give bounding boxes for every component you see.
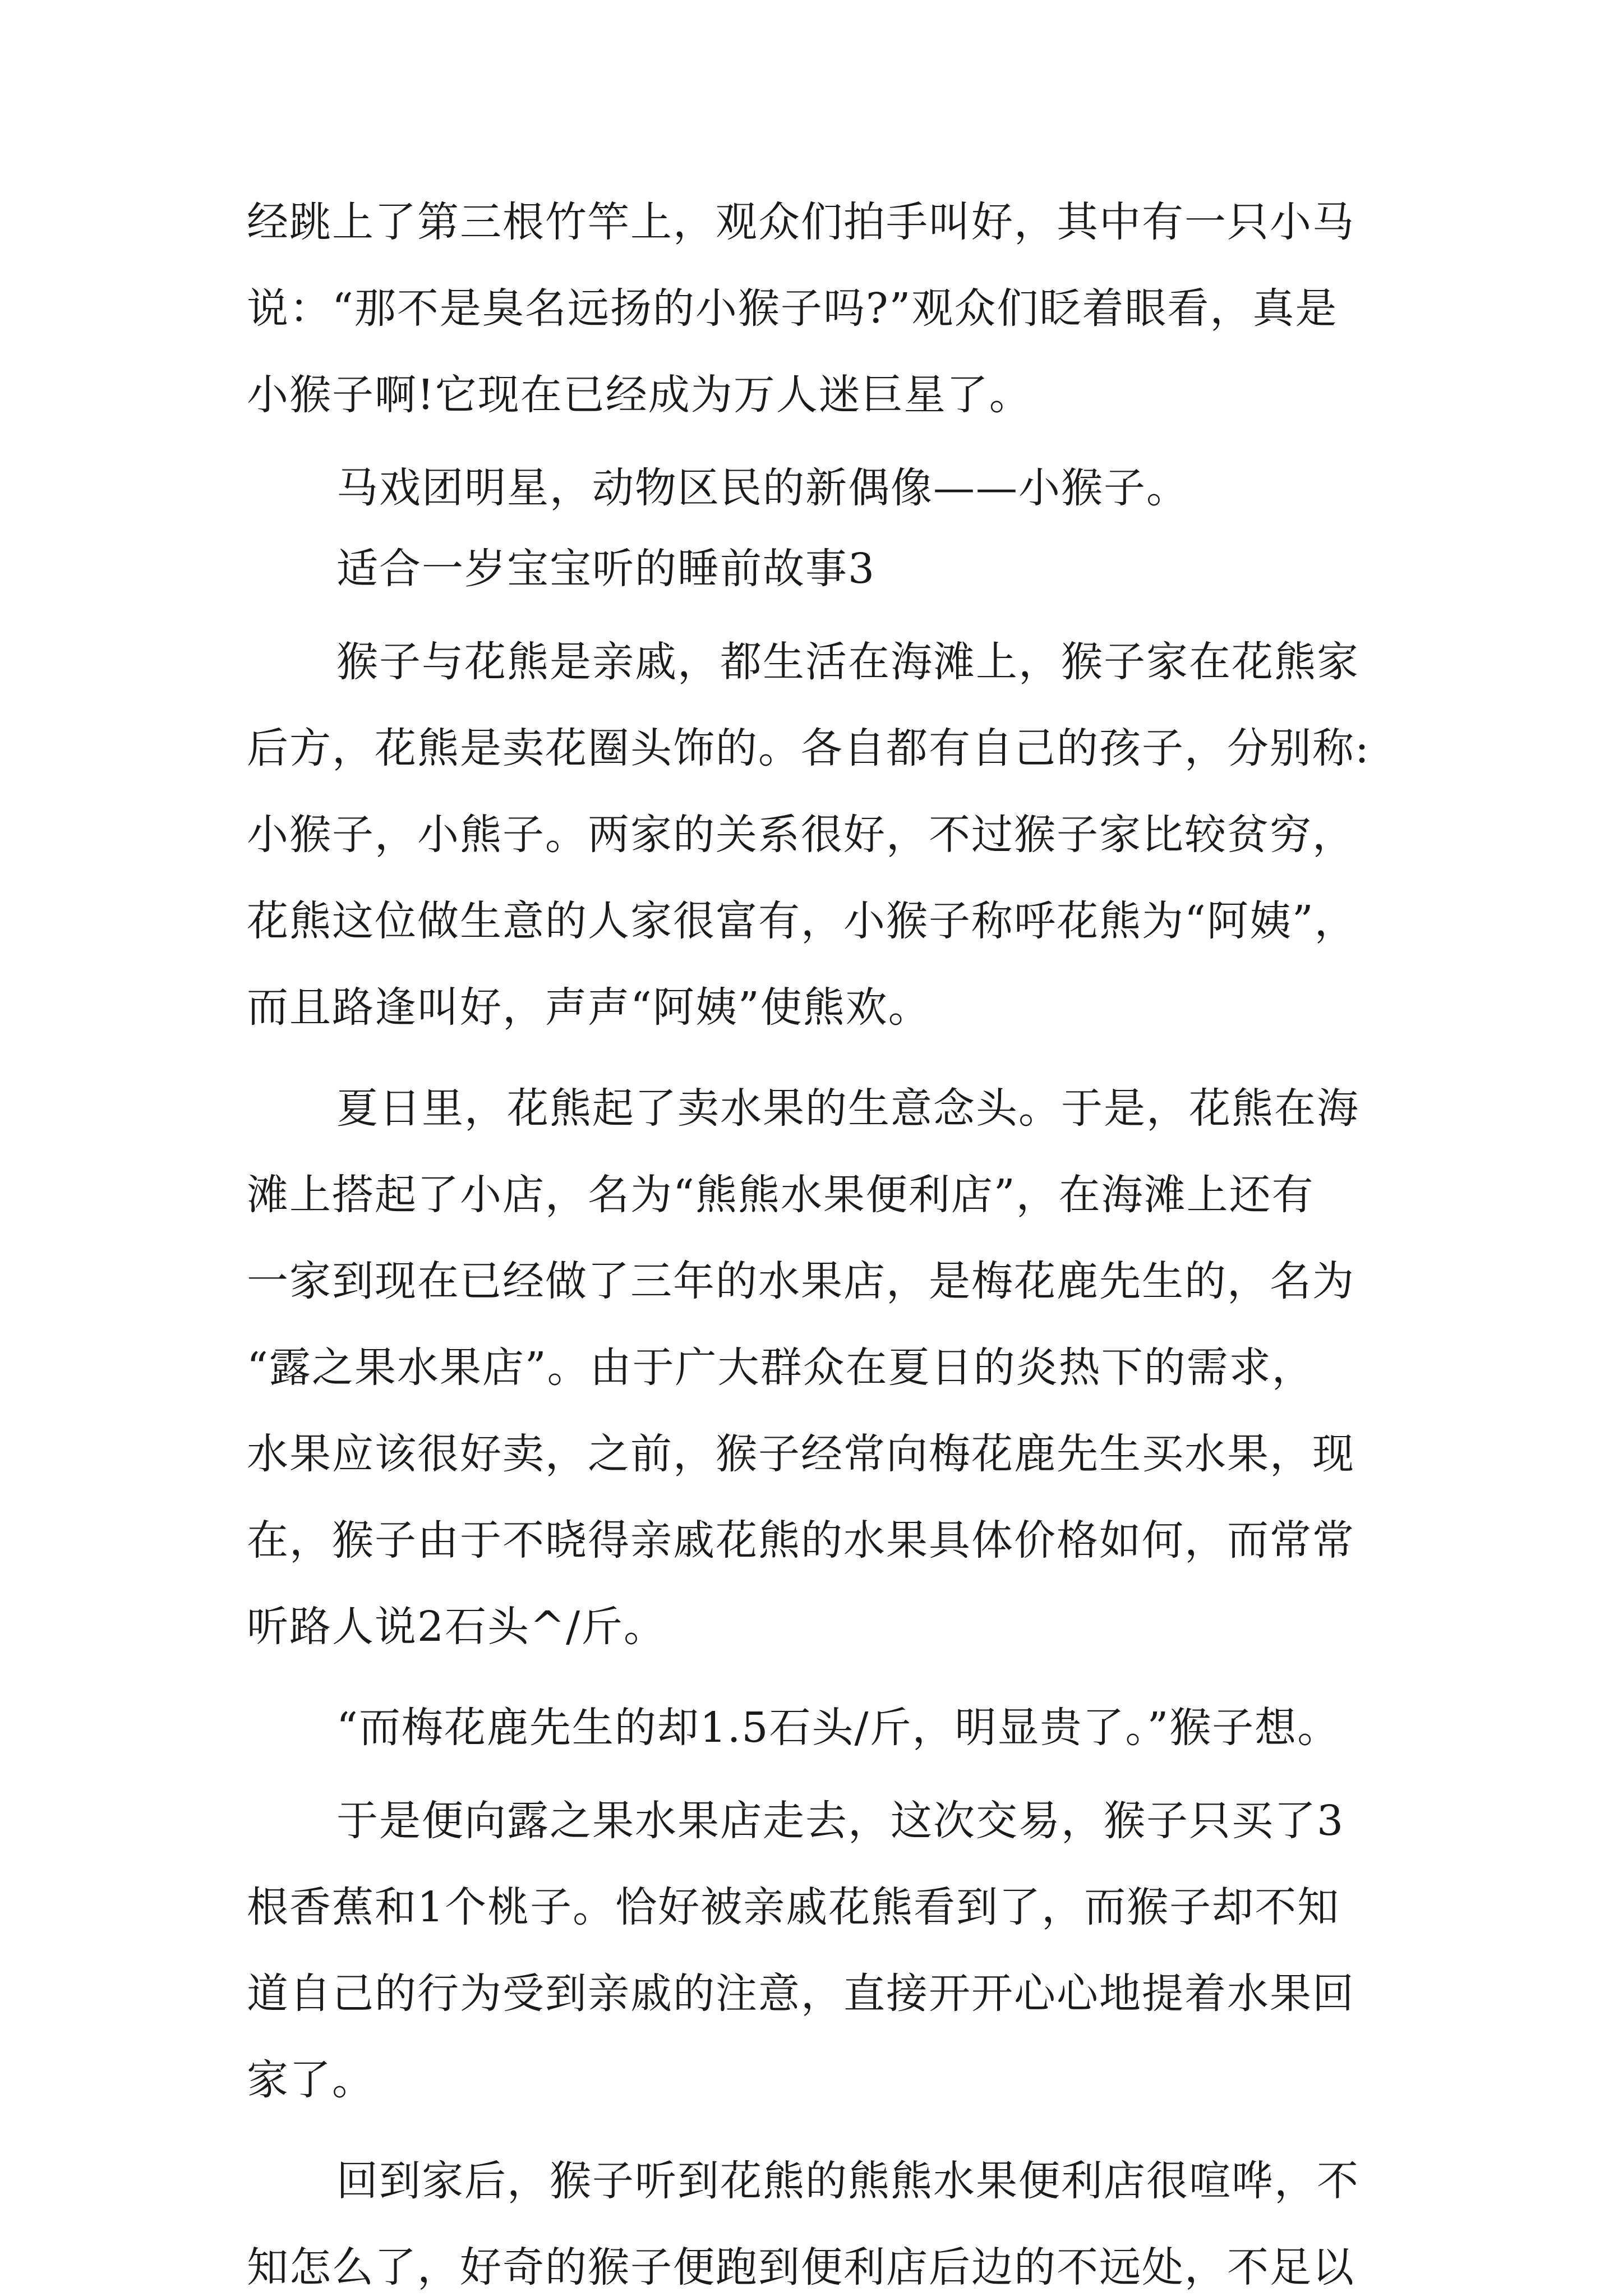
text-line: 小猴子啊!它现在已经成为万人迷巨星了。 bbox=[247, 371, 1032, 419]
text-line: 花熊这位做生意的人家很富有，小猴子称呼花熊为“阿姨”， bbox=[247, 897, 1357, 945]
section-heading: 适合一岁宝宝听的睡前故事3 bbox=[336, 545, 876, 593]
text-line: 经跳上了第三根竹竿上，观众们拍手叫好，其中有一只小马 bbox=[247, 198, 1355, 246]
text-line: 小猴子，小熊子。两家的关系很好，不过猴子家比较贫穷， bbox=[247, 811, 1355, 859]
text-line: 一家到现在已经做了三年的水果店，是梅花鹿先生的，名为 bbox=[247, 1257, 1355, 1305]
text-line: 听路人说2石头^/斤。 bbox=[247, 1603, 667, 1651]
text-line: 道自己的行为受到亲戚的注意，直接开开心心地提着水果回 bbox=[247, 1970, 1355, 2018]
text-line: 家了。 bbox=[247, 2056, 375, 2104]
text-line: “露之果水果店”。由于广大群众在夏日的炎热下的需求， bbox=[247, 1343, 1315, 1392]
text-line: 后方，花熊是卖花圈头饰的。各自都有自己的孩子，分别称: bbox=[247, 724, 1370, 772]
text-line: 说：“那不是臭名远扬的小猴子吗?”观众们眨着眼看，真是 bbox=[247, 284, 1338, 333]
text-line: 马戏团明星，动物区民的新偶像——小猴子。 bbox=[336, 464, 1189, 512]
text-line: 水果应该很好卖，之前，猴子经常向梅花鹿先生买水果，现 bbox=[247, 1430, 1355, 1478]
text-line: 回到家后，猴子听到花熊的熊熊水果便利店很喧哗，不 bbox=[336, 2157, 1359, 2205]
text-line: 根香蕉和1个桃子。恰好被亲戚花熊看到了，而猴子却不知 bbox=[247, 1883, 1340, 1931]
text-line: “而梅花鹿先生的却1.5石头/斤，明显贵了。”猴子想。 bbox=[336, 1704, 1340, 1752]
text-line: 在，猴子由于不晓得亲戚花熊的水果具体价格如何，而常常 bbox=[247, 1516, 1355, 1565]
text-line: 夏日里，花熊起了卖水果的生意念头。于是，花熊在海 bbox=[336, 1084, 1359, 1133]
text-line: 滩上搭起了小店，名为“熊熊水果便利店”，在海滩上还有 bbox=[247, 1171, 1315, 1219]
document-page bbox=[247, 199, 1408, 2290]
text-line: 知怎么了，好奇的猴子便跑到便利店后边的不远处，不足以 bbox=[247, 2243, 1355, 2292]
text-line: 于是便向露之果水果店走去，这次交易，猴子只买了3 bbox=[336, 1797, 1345, 1845]
text-line: 猴子与花熊是亲戚，都生活在海滩上，猴子家在花熊家 bbox=[336, 638, 1359, 686]
text-line: 而且路逢叫好，声声“阿姨”使熊欢。 bbox=[247, 983, 931, 1032]
